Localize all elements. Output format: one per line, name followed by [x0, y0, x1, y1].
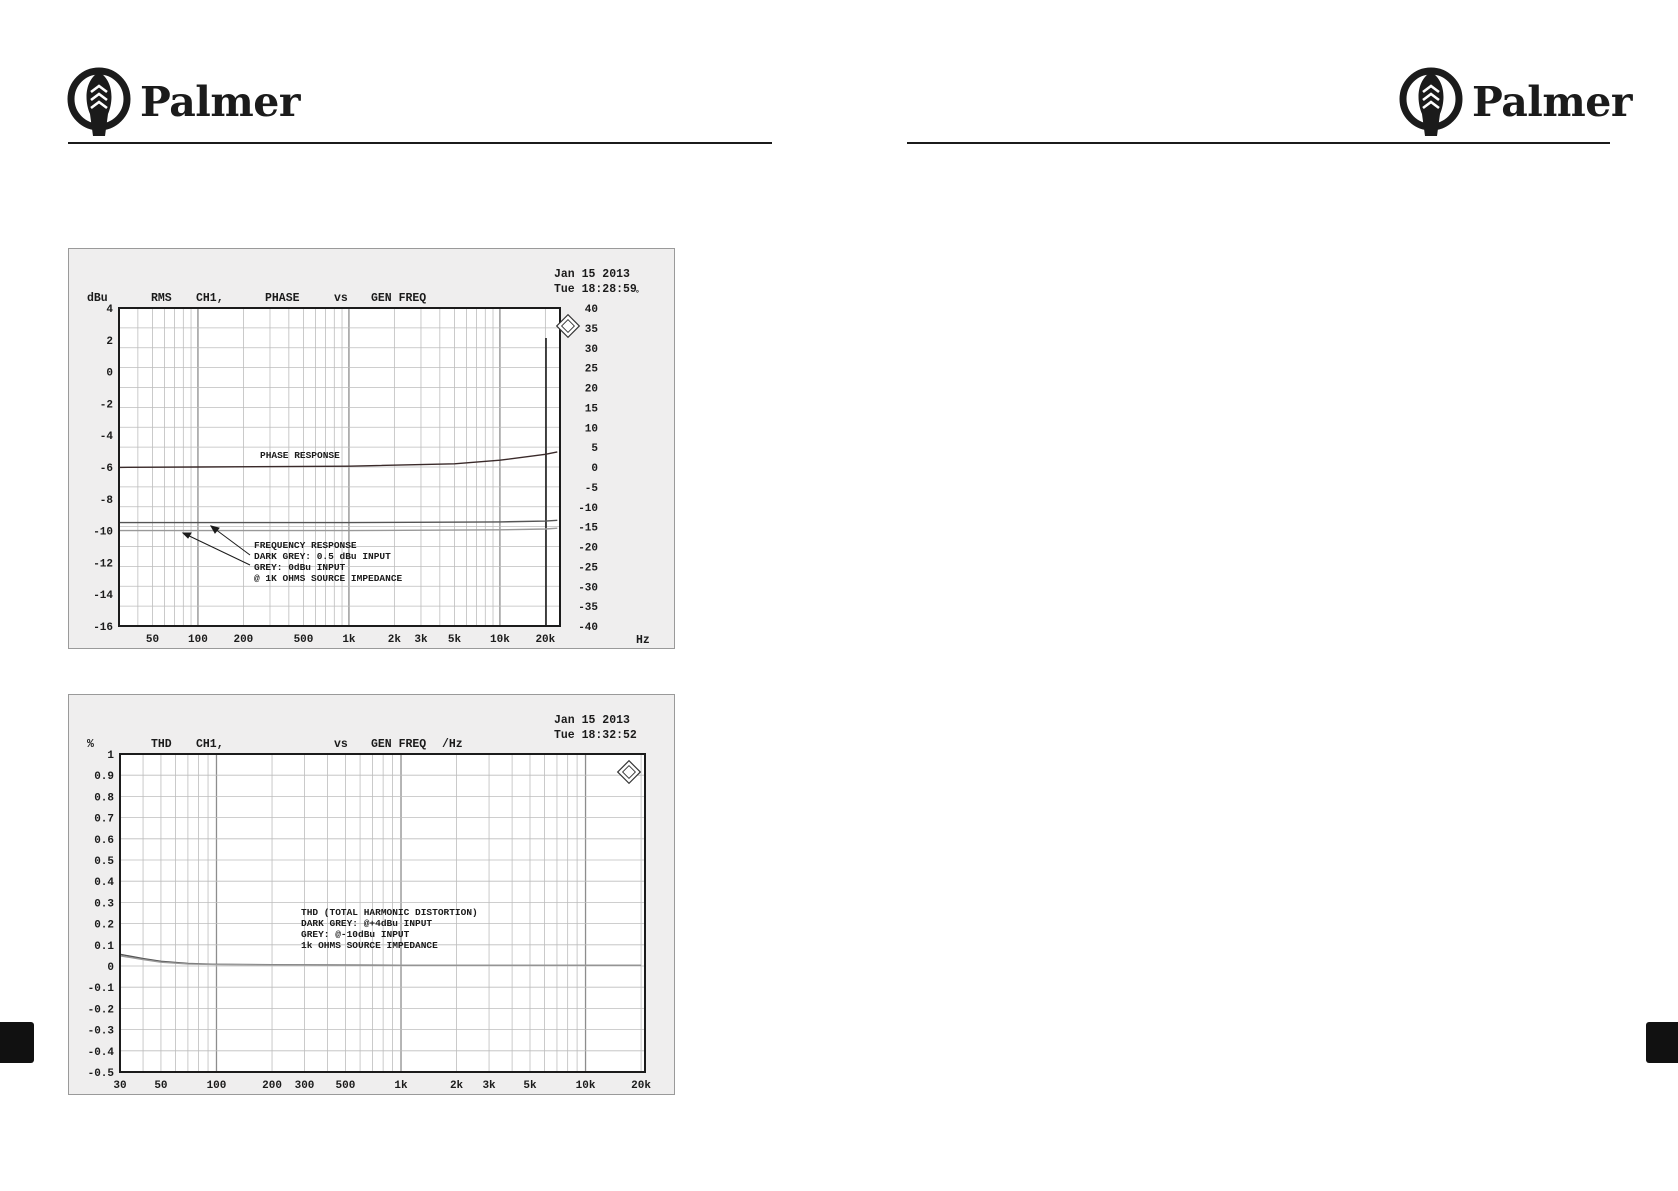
y-tick-label: -0.4 — [87, 1046, 114, 1059]
y-tick-label: 0 — [107, 962, 114, 974]
x-tick-label: 100 — [188, 634, 208, 646]
x-tick-label: 200 — [262, 1080, 282, 1092]
y-tick-label: -0.2 — [87, 1004, 114, 1017]
x-tick-label: 20k — [535, 634, 556, 646]
x-tick-label: 2k — [387, 634, 401, 646]
thd-annotation-line: 1k OHMS SOURCE IMPEDANCE — [301, 940, 438, 951]
x-tick-label: 1k — [342, 634, 356, 646]
chart-date: Jan 15 2013 — [554, 714, 630, 727]
y-tick-label: -12 — [93, 558, 113, 571]
palmer-logo-icon — [1398, 66, 1468, 138]
freq-annotation-line: DARK GREY: 0.5 dBu INPUT — [254, 551, 391, 562]
y-tick-label: 2 — [106, 335, 113, 348]
x-tick-label: 3k — [414, 634, 428, 646]
thd-annotation-line: THD (TOTAL HARMONIC DISTORTION) — [301, 907, 478, 918]
y2-tick-label: -35 — [578, 602, 598, 615]
vs-label: vs — [334, 738, 348, 751]
chart-date: Jan 15 2013 — [554, 268, 630, 281]
x-tick-label: 50 — [145, 634, 160, 646]
vs-label: vs — [334, 292, 348, 305]
x-variable-label: GEN FREQ — [371, 292, 427, 305]
page-tab-right — [1646, 1022, 1678, 1063]
x-tick-label: 500 — [293, 634, 314, 646]
thd-annotation-line: DARK GREY: @+4dBu INPUT — [301, 918, 433, 929]
thd-annotation-line: GREY: @-10dBu INPUT — [301, 929, 410, 940]
phase-frequency-response-chart — [68, 248, 675, 649]
y-tick-label: -6 — [99, 463, 113, 475]
y2-tick-label: -40 — [578, 622, 598, 634]
measure-label: RMS — [151, 292, 172, 305]
x-axis-unit: Hz — [636, 634, 650, 647]
chart-time: Tue 18:28:59 — [554, 283, 637, 296]
x-tick-label: 300 — [294, 1080, 315, 1092]
brand-name: Palmer — [1472, 78, 1632, 126]
x-tick-label: 20k — [631, 1080, 651, 1092]
y2-tick-label: -30 — [578, 582, 598, 595]
y-tick-label: -10 — [93, 526, 113, 539]
y-tick-label: 0 — [106, 367, 113, 380]
x-tick-label: 100 — [206, 1080, 227, 1092]
x-variable-label: GEN FREQ — [371, 738, 427, 751]
freq-annotation-line: GREY: 0dBu INPUT — [254, 562, 346, 573]
y-tick-label: 0.1 — [94, 940, 114, 953]
y-tick-label: 0.9 — [94, 771, 114, 784]
y-tick-label: 0.4 — [94, 877, 114, 890]
y-tick-label: 0.3 — [94, 898, 114, 911]
y2-tick-label: 20 — [584, 383, 598, 396]
y-tick-label: -2 — [99, 399, 113, 412]
y-axis-unit: dBu — [87, 292, 108, 305]
y-tick-label: -4 — [99, 431, 113, 444]
y-tick-label: 0.6 — [94, 834, 114, 847]
channel-label: CH1, — [196, 292, 224, 305]
y2-tick-label: 35 — [584, 323, 598, 336]
x-tick-label: 3k — [482, 1080, 496, 1092]
x-tick-label: 5k — [523, 1080, 537, 1092]
channel-label: CH1, — [196, 738, 224, 751]
brand-left — [66, 62, 300, 142]
x-tick-label: 2k — [449, 1080, 464, 1092]
y2-tick-label: -5 — [584, 482, 598, 495]
y-tick-label: 0.5 — [94, 856, 114, 868]
measure-label: THD — [151, 738, 172, 751]
y2-tick-label: 25 — [584, 363, 598, 376]
y2-tick-label: 0 — [591, 463, 598, 475]
freq-annotation-line: @ 1K OHMS SOURCE IMPEDANCE — [254, 573, 403, 584]
chart-time: Tue 18:32:52 — [554, 729, 637, 742]
parameter-label: PHASE — [265, 292, 300, 305]
y2-tick-label: -15 — [578, 522, 598, 535]
thd-chart — [68, 694, 675, 1095]
y-tick-label: -0.3 — [87, 1025, 114, 1038]
palmer-logo-icon — [66, 66, 136, 138]
y2-tick-label: 15 — [584, 403, 598, 416]
y2-tick-label: 10 — [584, 423, 598, 436]
brand-name: Palmer — [140, 78, 300, 126]
y-tick-label: 0.2 — [94, 919, 114, 932]
y2-tick-label: 30 — [584, 343, 598, 356]
x-tick-label: 200 — [233, 634, 254, 646]
y2-tick-label: 40 — [584, 304, 598, 316]
phase-annotation: PHASE RESPONSE — [260, 450, 340, 461]
x-tick-label: 10k — [575, 1080, 596, 1092]
y-tick-label: -0.1 — [87, 983, 114, 996]
freq-annotation-line: FREQUENCY RESPONSE — [254, 540, 357, 551]
y2-axis-unit: ° — [635, 290, 640, 299]
header-rule — [907, 142, 1610, 144]
x-tick-label: 500 — [335, 1080, 356, 1092]
header-rule — [68, 142, 772, 144]
x-variable-unit: /Hz — [442, 738, 463, 751]
y-axis-unit: % — [87, 738, 94, 751]
y-tick-label: -16 — [93, 622, 113, 634]
x-tick-label: 30 — [113, 1080, 127, 1092]
y2-tick-label: -20 — [578, 542, 598, 555]
y2-tick-label: -25 — [578, 562, 598, 575]
x-tick-label: 1k — [394, 1080, 408, 1092]
y-tick-label: -8 — [99, 494, 113, 507]
x-tick-label: 10k — [490, 634, 510, 646]
y-tick-label: -0.5 — [87, 1068, 114, 1080]
y-tick-label: -14 — [93, 590, 113, 603]
y2-tick-label: -10 — [578, 502, 598, 515]
y-tick-label: 0.8 — [94, 792, 114, 805]
x-tick-label: 50 — [154, 1080, 168, 1092]
brand-right — [1398, 62, 1632, 142]
x-tick-label: 5k — [447, 634, 462, 646]
y-tick-label: 0.7 — [94, 813, 114, 826]
page-tab-left — [0, 1022, 34, 1063]
y-tick-label: 1 — [107, 750, 114, 762]
y2-tick-label: 5 — [591, 443, 598, 456]
y-tick-label: 4 — [106, 304, 113, 316]
